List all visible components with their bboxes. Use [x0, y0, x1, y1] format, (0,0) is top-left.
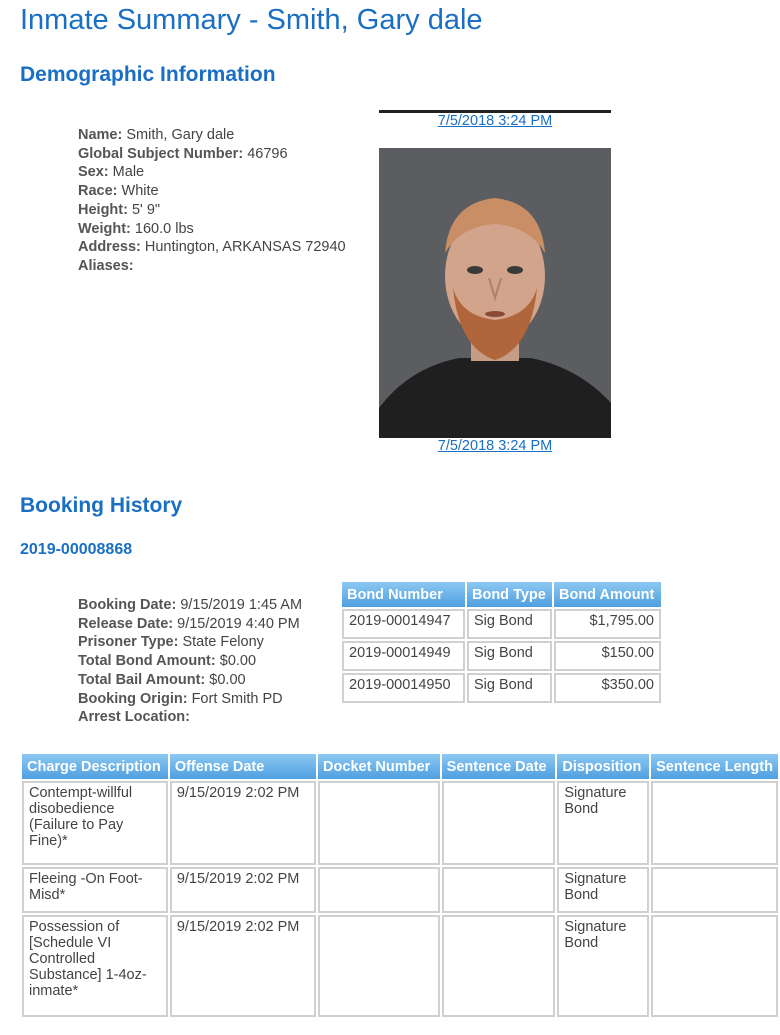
col-bond-type[interactable]: Bond Type — [467, 582, 552, 607]
field-prisoner-type: Prisoner Type: State Felony — [78, 634, 264, 651]
bond-number-cell: 2019-00014947 — [342, 609, 465, 639]
disposition-cell: Signature Bond — [557, 867, 649, 913]
bond-type-cell: Sig Bond — [467, 673, 552, 703]
bond-type-cell: Sig Bond — [467, 609, 552, 639]
bond-number-cell: 2019-00014950 — [342, 673, 465, 703]
photo-date-link-bottom[interactable]: 7/5/2018 3:24 PM — [437, 438, 553, 454]
col-offense-date[interactable]: Offense Date — [170, 754, 316, 779]
bond-amount-cell: $1,795.00 — [554, 609, 661, 639]
field-global-subject-number: Global Subject Number: 46796 — [78, 145, 288, 162]
field-address: Address: Huntington, ARKANSAS 72940 — [78, 239, 346, 256]
demographic-heading: Demographic Information — [20, 63, 276, 86]
docket-number-cell — [318, 867, 440, 913]
field-arrest-location: Arrest Location: — [78, 709, 190, 726]
docket-number-cell — [318, 781, 440, 865]
offense-date-cell: 9/15/2019 2:02 PM — [170, 781, 316, 865]
sentence-length-cell — [651, 781, 778, 865]
sentence-length-cell — [651, 867, 778, 913]
bond-amount-cell: $150.00 — [554, 641, 661, 671]
photo-date-link-top[interactable]: 7/5/2018 3:24 PM — [437, 113, 553, 129]
charges-table-header — [22, 754, 778, 779]
field-height: Height: 5' 9" — [78, 201, 161, 218]
booking-number-heading: 2019-00008868 — [20, 541, 133, 558]
charge-row — [22, 915, 778, 1017]
bond-amount-cell: $350.00 — [554, 673, 661, 703]
bond-type-cell: Sig Bond — [467, 641, 552, 671]
field-weight: Weight: 160.0 lbs — [78, 220, 194, 237]
docket-number-cell — [318, 915, 440, 1017]
charge-row — [22, 781, 778, 865]
field-booking-origin: Booking Origin: Fort Smith PD — [78, 690, 283, 707]
charge-description-cell: Contempt-willful disobedience (Failure to Pay Fine)* — [22, 781, 168, 865]
col-bond-number[interactable]: Bond Number — [342, 582, 465, 607]
sentence-length-cell — [651, 915, 778, 1017]
field-race: Race: White — [78, 183, 159, 200]
field-release-date: Release Date: 9/15/2019 4:40 PM — [78, 615, 300, 632]
sentence-date-cell — [442, 915, 556, 1017]
col-sentence-length[interactable]: Sentence Length — [651, 754, 778, 779]
col-charge-description[interactable]: Charge Description — [22, 754, 168, 779]
col-disposition[interactable]: Disposition — [557, 754, 649, 779]
field-aliases: Aliases: — [78, 257, 134, 274]
offense-date-cell: 9/15/2019 2:02 PM — [170, 915, 316, 1017]
bond-number-cell: 2019-00014949 — [342, 641, 465, 671]
charges-table — [20, 752, 780, 1019]
page-title: Inmate Summary - Smith, Gary dale — [20, 4, 483, 36]
field-sex: Sex: Male — [78, 164, 145, 181]
offense-date-cell: 9/15/2019 2:02 PM — [170, 867, 316, 913]
sentence-date-cell — [442, 781, 556, 865]
field-name: Name: Smith, Gary dale — [78, 127, 235, 143]
disposition-cell: Signature Bond — [557, 915, 649, 1017]
charge-description-cell: Possession of [Schedule VI Controlled Substance] 1-4oz-inmate* — [22, 915, 168, 1017]
field-total-bond-amount: Total Bond Amount: $0.00 — [78, 653, 257, 670]
col-docket-number[interactable]: Docket Number — [318, 754, 440, 779]
field-booking-date: Booking Date: 9/15/2019 1:45 AM — [78, 597, 303, 613]
col-sentence-date[interactable]: Sentence Date — [442, 754, 556, 779]
disposition-cell: Signature Bond — [557, 781, 649, 865]
booking-history-heading: Booking History — [20, 494, 183, 517]
field-total-bail-amount: Total Bail Amount: $0.00 — [78, 671, 246, 688]
charge-row — [22, 867, 778, 913]
col-bond-amount[interactable]: Bond Amount — [554, 582, 661, 607]
charge-description-cell: Fleeing -On Foot-Misd* — [22, 867, 168, 913]
sentence-date-cell — [442, 867, 556, 913]
